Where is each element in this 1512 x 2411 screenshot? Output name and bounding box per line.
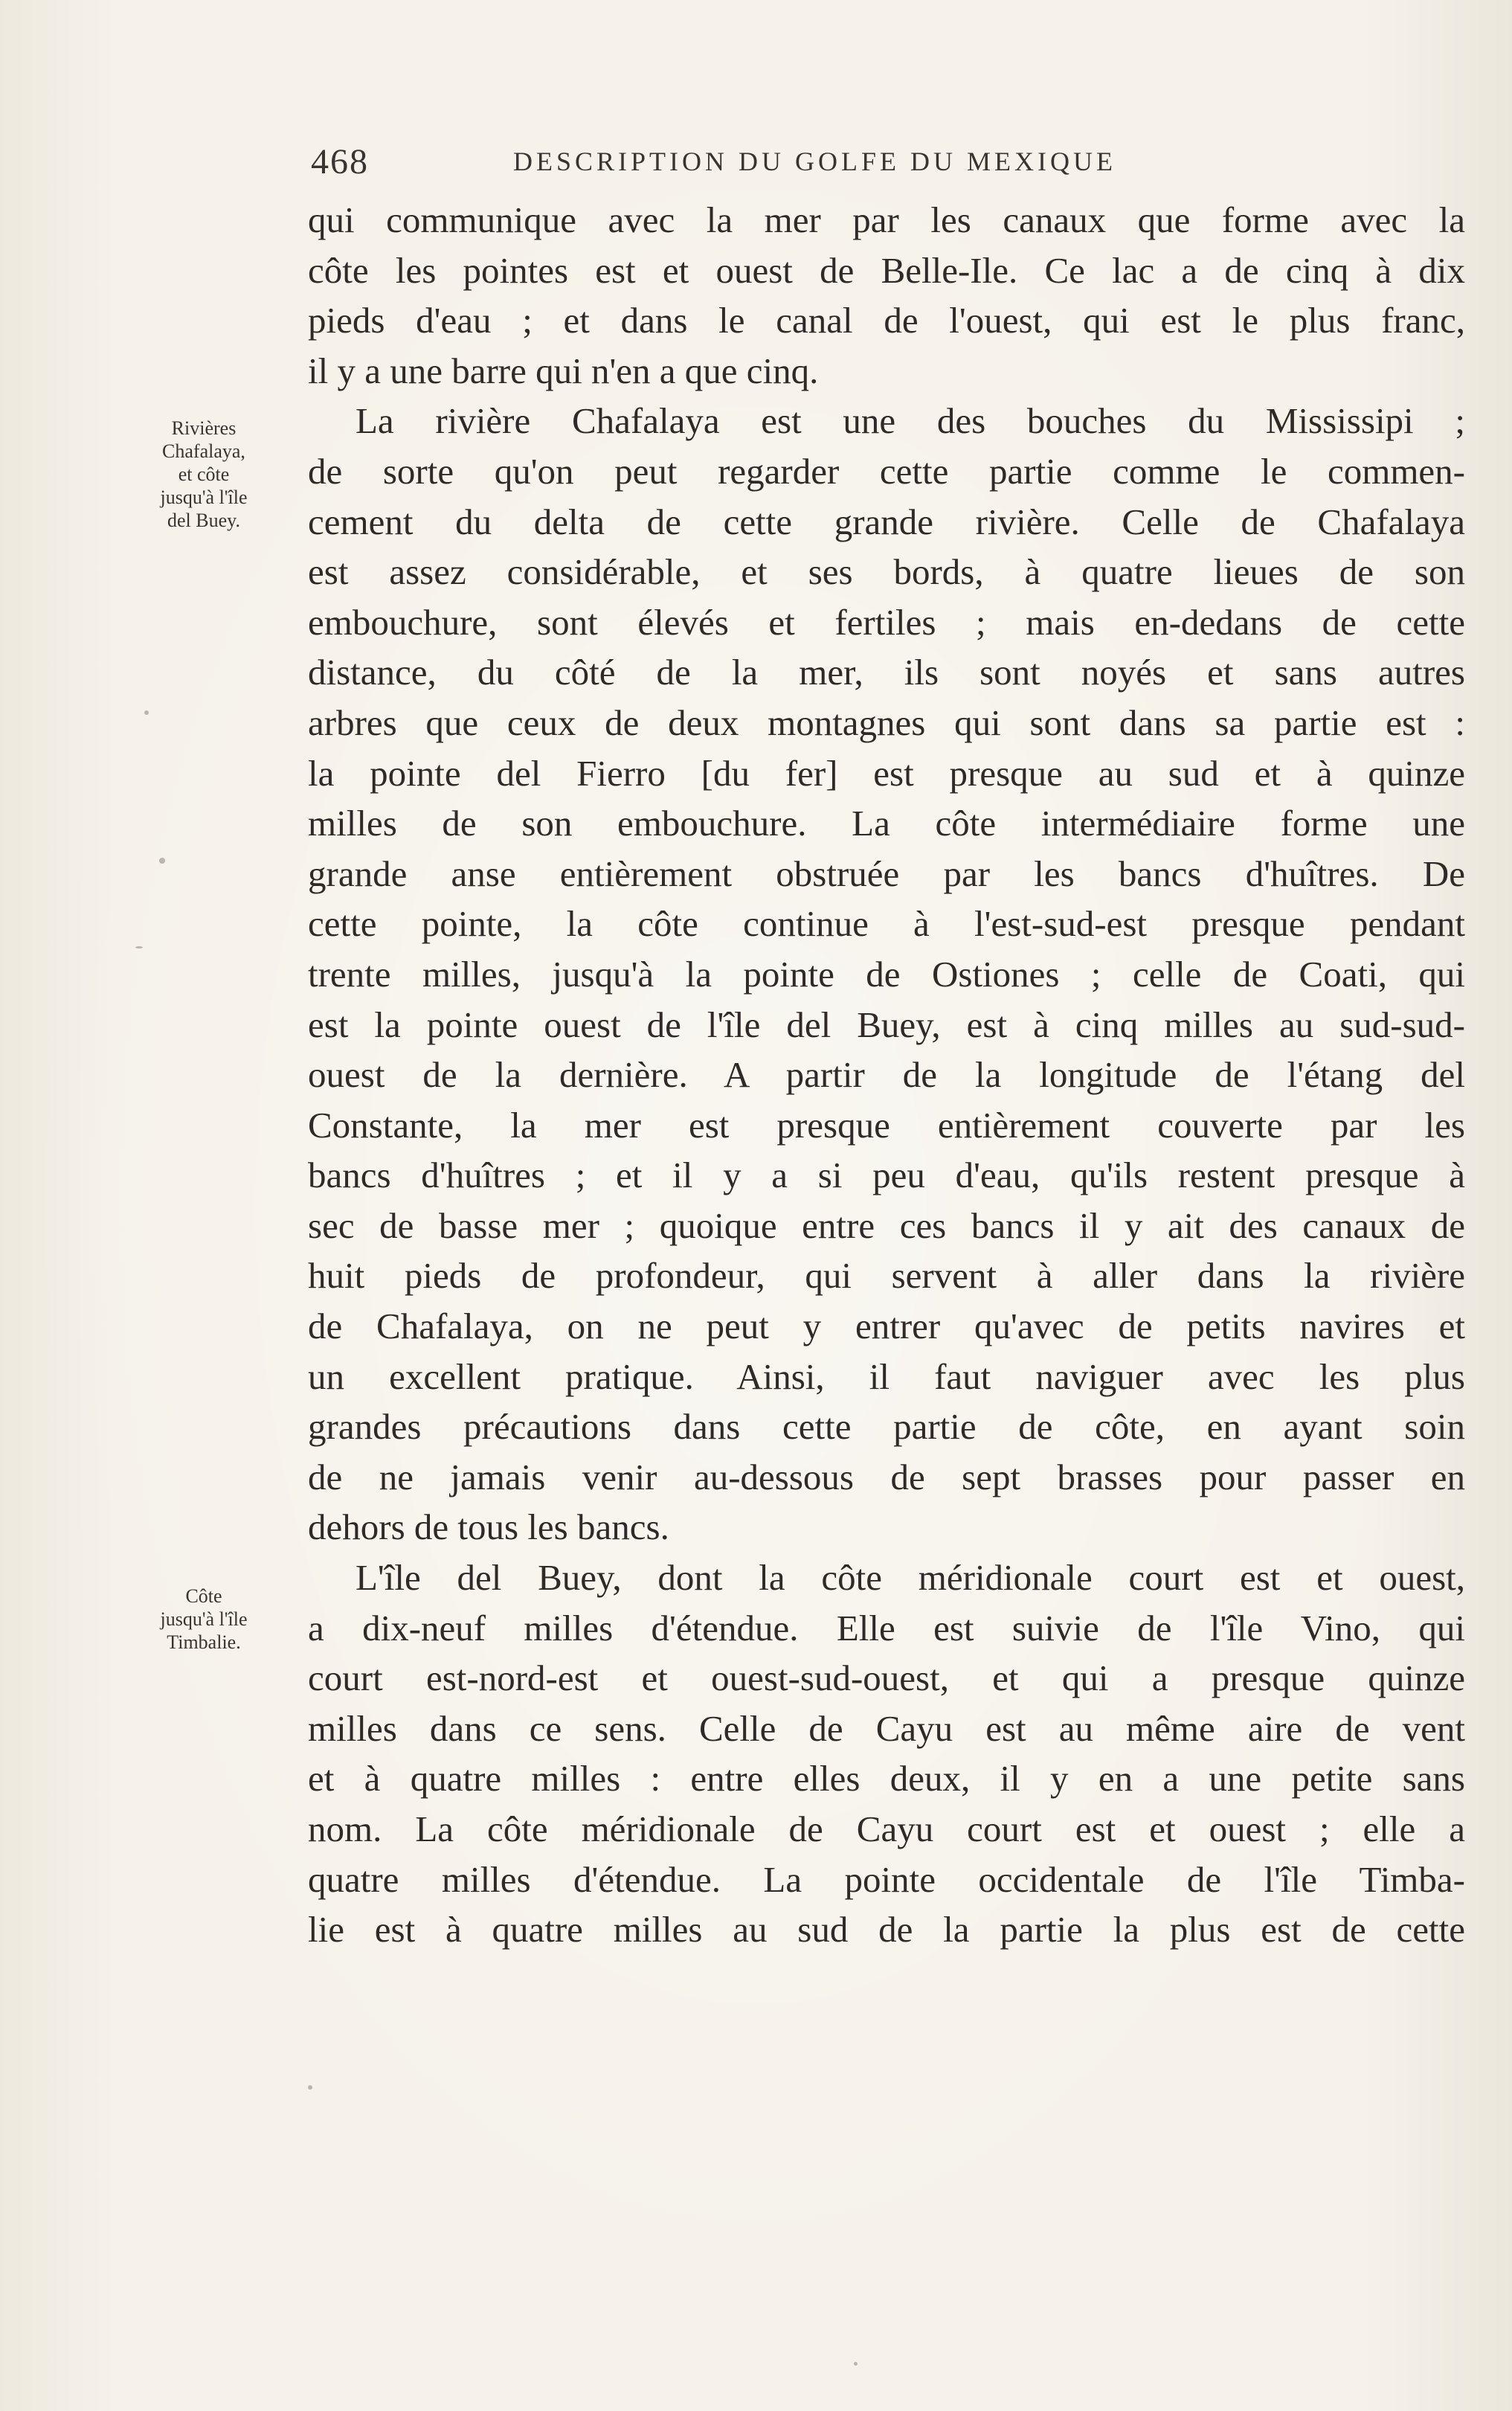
text-line: court est-nord-est et ouest-sud-ouest, et qui a presque quinze [308,1657,1465,1699]
text-line: et à quatre milles : entre elles deux, il y en a une petite sans [308,1758,1465,1800]
paper-speck [854,2362,858,2366]
paper-speck [135,946,143,948]
text-line: Constante, la mer est presque entièrement couverte par les [308,1104,1465,1146]
text-line: milles dans ce sens. Celle de Cayu est au même aire de vent [308,1707,1465,1749]
text-line: arbres que ceux de deux montagnes qui sont dans sa partie est : [308,702,1465,743]
margin-note-timbalie [129,1585,278,1654]
running-title: DESCRIPTION DU GOLFE DU MEXIQUE [513,147,1116,176]
text-line: il y a une barre qui n'en a que cinq. [308,350,819,391]
text-line: côte les pointes est et ouest de Belle-Ile. Ce lac a de cinq à dix [308,249,1465,291]
text-line: bancs d'huîtres ; et il y a si peu d'eau, qu'ils restent presque à [308,1155,1465,1196]
text-line: de ne jamais venir au-dessous de sept brasses pour passer en [308,1456,1465,1497]
margin-note-line: del Buey. [167,510,240,531]
body-text [308,195,1465,1955]
text-line: nom. La côte méridionale de Cayu court est et ouest ; elle a [308,1808,1465,1849]
text-line: trente milles, jusqu'à la pointe de Ostiones ; celle de Coati, qui [308,953,1465,995]
paragraph-start-line: La rivière Chafalaya est une des bouches du Mississipi ; [356,400,1465,442]
page-number: 468 [311,142,369,182]
text-line: lie est à quatre milles au sud de la partie la plus est de cette [308,1909,1465,1951]
text-line: cette pointe, la côte continue à l'est-sud-est presque pendant [308,903,1465,945]
text-line: grandes précautions dans cette partie de côte, en ayant soin [308,1406,1465,1448]
text-line: grande anse entièrement obstruée par les bancs d'huîtres. De [308,853,1465,894]
text-line: la pointe del Fierro [du fer] est presque au sud et à quinze [308,752,1465,794]
text-line: ouest de la dernière. A partir de la longitude de l'étang del [308,1054,1465,1096]
text-line: distance, du côté de la mer, ils sont noyés et sans autres [308,652,1465,693]
text-line: un excellent pratique. Ainsi, il faut naviguer avec les plus [308,1355,1465,1397]
margin-note-line: jusqu'à l'île [160,1608,248,1630]
margin-note-line: Chafalaya, [162,440,245,462]
margin-note-line: Rivières [171,417,237,439]
paper-speck [159,858,165,864]
text-line: milles de son embouchure. La côte intermédiaire forme une [308,803,1465,844]
text-line: pieds d'eau ; et dans le canal de l'ouest, qui est le plus franc, [308,300,1465,341]
text-line: qui communique avec la mer par les canaux que forme avec la [308,199,1465,240]
text-line: huit pieds de profondeur, qui servent à aller dans la rivière [308,1255,1465,1297]
text-line: est la pointe ouest de l'île del Buey, est à cinq milles au sud-sud- [308,1004,1465,1045]
text-line: de Chafalaya, on ne peut y entrer qu'avec de petits navires et [308,1306,1465,1347]
margin-note-line: et côte [178,463,230,485]
margin-note-line: Timbalie. [167,1631,241,1653]
text-line: cement du delta de cette grande rivière. Celle de Chafalaya [308,501,1465,542]
text-line: est assez considérable, et ses bords, à quatre lieues de son [308,551,1465,593]
text-line: dehors de tous les bancs. [308,1506,669,1548]
text-line: de sorte qu'on peut regarder cette partie comme le commen- [308,450,1465,492]
text-line: sec de basse mer ; quoique entre ces bancs il y ait des canaux de [308,1204,1465,1246]
margin-note-chafalaya [129,417,278,532]
margin-note-line: jusqu'à l'île [160,487,248,508]
text-line: quatre milles d'étendue. La pointe occidentale de l'île Timba- [308,1858,1465,1900]
paragraph-start-line: L'île del Buey, dont la côte méridionale court est et ouest, [356,1557,1465,1599]
text-line: embouchure, sont élevés et fertiles ; mais en-dedans de cette [308,601,1465,643]
margin-note-line: Côte [185,1585,222,1607]
text-line: a dix-neuf milles d'étendue. Elle est suivie de l'île Vino, qui [308,1607,1465,1648]
paper-speck [144,710,149,715]
paper-speck [308,2085,312,2090]
page-header [305,141,1287,186]
